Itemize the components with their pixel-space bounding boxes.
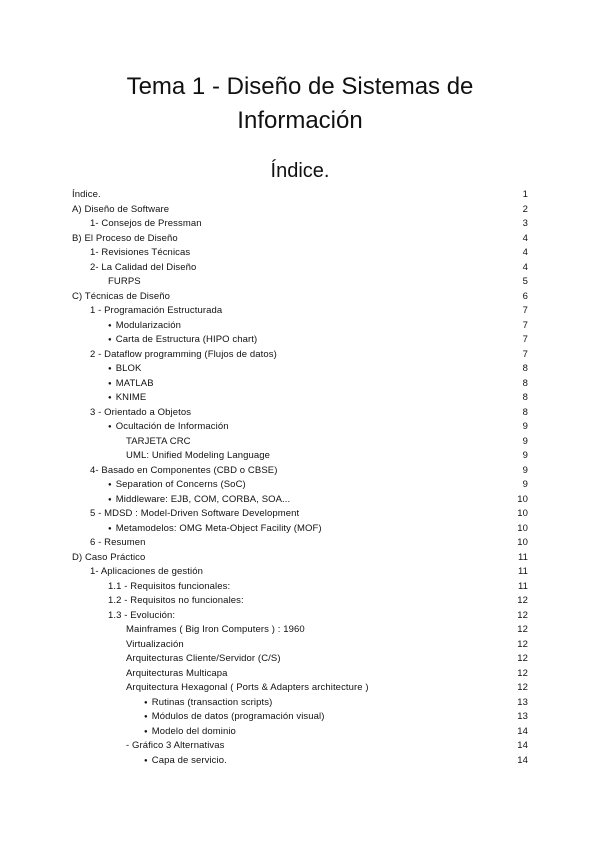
toc-entry-title: 1.1 - Requisitos funcionales: bbox=[108, 580, 231, 592]
toc-entry-page-number: 13 bbox=[517, 711, 528, 722]
toc-entry-title: ● Metamodelos: OMG Meta-Object Facility (MOF) bbox=[108, 522, 322, 538]
toc-entry[interactable] bbox=[72, 551, 528, 566]
toc-entry[interactable] bbox=[72, 478, 528, 493]
toc-entry-page-number: 10 bbox=[517, 537, 528, 548]
toc-entry-page-number: 10 bbox=[517, 508, 528, 519]
toc-entry-page-number: 9 bbox=[522, 464, 528, 476]
toc-entry[interactable] bbox=[72, 580, 528, 595]
toc-entry-page-number: 2 bbox=[522, 203, 528, 215]
toc-entry-title: Índice. bbox=[72, 189, 101, 200]
toc-entry[interactable] bbox=[72, 435, 528, 450]
toc-entry-title: ● MATLAB bbox=[108, 377, 154, 393]
toc-entry[interactable] bbox=[72, 261, 528, 276]
toc-entry-page-number: 7 bbox=[522, 305, 528, 316]
toc-entry[interactable] bbox=[72, 594, 528, 609]
toc-entry-page-number: 12 bbox=[517, 595, 528, 606]
toc-entry-title: 1.3 - Evolución: bbox=[108, 609, 176, 621]
toc-entry-title: ● Módulos de datos (programación visual) bbox=[144, 710, 325, 726]
toc-entry[interactable] bbox=[72, 565, 528, 580]
toc-entry-page-number: 11 bbox=[517, 551, 528, 563]
toc-entry[interactable] bbox=[72, 391, 528, 406]
toc-entry[interactable] bbox=[72, 188, 528, 203]
toc-entry-page-number: 8 bbox=[522, 363, 528, 374]
toc-entry[interactable] bbox=[72, 203, 528, 218]
toc-entry-page-number: 4 bbox=[522, 261, 528, 273]
toc-entry-page-number: 9 bbox=[522, 435, 528, 447]
toc-entry-title: 1- Consejos de Pressman bbox=[90, 218, 202, 229]
toc-entry[interactable] bbox=[72, 333, 528, 348]
toc-entry[interactable] bbox=[72, 739, 528, 754]
toc-entry-title: B) El Proceso de Diseño bbox=[72, 232, 178, 244]
toc-entry-title: 2 - Dataflow programming (Flujos de datos) bbox=[90, 348, 277, 360]
table-of-contents bbox=[72, 188, 528, 768]
toc-entry-page-number: 12 bbox=[517, 682, 528, 693]
toc-entry[interactable] bbox=[72, 710, 528, 725]
document-title-line-2: Información bbox=[237, 107, 363, 134]
toc-entry-page-number: 14 bbox=[517, 754, 528, 766]
document-title bbox=[0, 70, 600, 138]
toc-entry[interactable] bbox=[72, 522, 528, 537]
toc-entry-page-number: 14 bbox=[517, 740, 528, 751]
toc-entry-page-number: 8 bbox=[522, 406, 528, 418]
toc-entry-title: Arquitecturas Multicapa bbox=[126, 667, 228, 679]
toc-entry-page-number: 12 bbox=[517, 638, 528, 650]
toc-entry-title: ● Capa de servicio. bbox=[144, 754, 227, 770]
toc-entry[interactable] bbox=[72, 652, 528, 667]
toc-entry-page-number: 14 bbox=[517, 725, 528, 737]
toc-entry-page-number: 8 bbox=[522, 392, 528, 403]
toc-entry-page-number: 1 bbox=[522, 189, 528, 200]
toc-entry-title: ● Carta de Estructura (HIPO chart) bbox=[108, 333, 257, 349]
toc-entry[interactable] bbox=[72, 246, 528, 261]
toc-entry[interactable] bbox=[72, 725, 528, 740]
toc-entry-page-number: 9 bbox=[522, 479, 528, 490]
toc-entry-title: Arquitecturas Cliente/Servidor (C/S) bbox=[126, 653, 281, 664]
toc-entry-page-number: 12 bbox=[517, 609, 528, 621]
toc-entry-title: 1- Aplicaciones de gestión bbox=[90, 566, 203, 577]
toc-entry[interactable] bbox=[72, 464, 528, 479]
toc-entry-title: ● Rutinas (transaction scripts) bbox=[144, 696, 272, 712]
document-title-line-1: Tema 1 - Diseño de Sistemas de bbox=[126, 73, 474, 100]
toc-entry-title: C) Técnicas de Diseño bbox=[72, 290, 171, 302]
toc-entry-title: Virtualización bbox=[126, 638, 184, 650]
index-heading: Índice. bbox=[270, 160, 330, 182]
toc-entry-title: ● Ocultación de Información bbox=[108, 420, 229, 436]
toc-entry-title: ● Separation of Concerns (SoC) bbox=[108, 478, 246, 494]
toc-entry-title: A) Diseño de Software bbox=[72, 203, 170, 215]
toc-entry-title: TARJETA CRC bbox=[126, 435, 191, 447]
toc-entry-page-number: 10 bbox=[517, 493, 528, 505]
toc-entry-title: 4- Basado en Componentes (CBD o CBSE) bbox=[90, 464, 278, 476]
toc-entry[interactable] bbox=[72, 609, 528, 624]
toc-entry[interactable] bbox=[72, 232, 528, 247]
toc-entry[interactable] bbox=[72, 304, 528, 319]
toc-entry[interactable] bbox=[72, 348, 528, 363]
toc-entry[interactable] bbox=[72, 420, 528, 435]
toc-entry-page-number: 3 bbox=[522, 218, 528, 229]
toc-entry-title: ● Modelo del dominio bbox=[144, 725, 236, 741]
toc-entry-page-number: 12 bbox=[517, 653, 528, 664]
toc-entry-page-number: 8 bbox=[522, 377, 528, 389]
toc-entry-title: FURPS bbox=[108, 276, 141, 287]
toc-entry-title: 1- Revisiones Técnicas bbox=[90, 247, 191, 258]
toc-entry[interactable] bbox=[72, 623, 528, 638]
toc-entry[interactable] bbox=[72, 319, 528, 334]
toc-entry[interactable] bbox=[72, 681, 528, 696]
toc-entry-title: 5 - MDSD : Model-Driven Software Development bbox=[90, 508, 300, 519]
toc-entry-title: ● Modularización bbox=[108, 319, 181, 335]
toc-entry[interactable] bbox=[72, 507, 528, 522]
toc-entry[interactable] bbox=[72, 449, 528, 464]
toc-entry-page-number: 12 bbox=[517, 624, 528, 635]
toc-entry[interactable] bbox=[72, 754, 528, 769]
toc-entry-title: 2- La Calidad del Diseño bbox=[90, 261, 197, 273]
toc-entry-title: Arquitectura Hexagonal ( Ports & Adapters architecture ) bbox=[126, 682, 369, 693]
toc-entry[interactable] bbox=[72, 406, 528, 421]
toc-entry-page-number: 11 bbox=[517, 580, 528, 592]
toc-entry-title: UML: Unified Modeling Language bbox=[126, 450, 271, 461]
toc-entry[interactable] bbox=[72, 536, 528, 551]
toc-entry[interactable] bbox=[72, 377, 528, 392]
toc-entry-title: Mainframes ( Big Iron Computers ) : 1960 bbox=[126, 624, 305, 635]
toc-entry-title: - Gráfico 3 Alternativas bbox=[126, 740, 225, 751]
toc-entry[interactable] bbox=[72, 290, 528, 305]
toc-entry-page-number: 7 bbox=[522, 348, 528, 360]
toc-entry-page-number: 7 bbox=[522, 319, 528, 331]
toc-entry-page-number: 5 bbox=[522, 276, 528, 287]
toc-entry-title: ● Middleware: EJB, COM, CORBA, SOA... bbox=[108, 493, 290, 509]
toc-entry-page-number: 10 bbox=[517, 522, 528, 534]
toc-entry-page-number: 11 bbox=[517, 566, 528, 577]
toc-entry-page-number: 12 bbox=[517, 667, 528, 679]
toc-entry-title: 6 - Resumen bbox=[90, 537, 146, 548]
toc-entry-title: 1 - Programación Estructurada bbox=[90, 305, 223, 316]
toc-entry-page-number: 4 bbox=[522, 232, 528, 244]
toc-entry-page-number: 4 bbox=[522, 247, 528, 258]
toc-entry[interactable] bbox=[72, 696, 528, 711]
toc-entry-page-number: 13 bbox=[517, 696, 528, 708]
toc-entry[interactable] bbox=[72, 667, 528, 682]
toc-entry-title: ● KNIME bbox=[108, 391, 146, 407]
toc-entry[interactable] bbox=[72, 493, 528, 508]
toc-entry[interactable] bbox=[72, 217, 528, 232]
toc-entry-title: 1.2 - Requisitos no funcionales: bbox=[108, 595, 244, 606]
toc-entry-title: ● BLOK bbox=[108, 362, 141, 378]
toc-entry-page-number: 9 bbox=[522, 450, 528, 461]
toc-entry[interactable] bbox=[72, 362, 528, 377]
toc-entry-page-number: 6 bbox=[522, 290, 528, 302]
toc-entry-page-number: 7 bbox=[522, 334, 528, 345]
toc-entry[interactable] bbox=[72, 638, 528, 653]
toc-entry-title: 3 - Orientado a Objetos bbox=[90, 406, 192, 418]
toc-entry-title: D) Caso Práctico bbox=[72, 551, 146, 563]
toc-entry-page-number: 9 bbox=[522, 421, 528, 432]
toc-entry[interactable] bbox=[72, 275, 528, 290]
